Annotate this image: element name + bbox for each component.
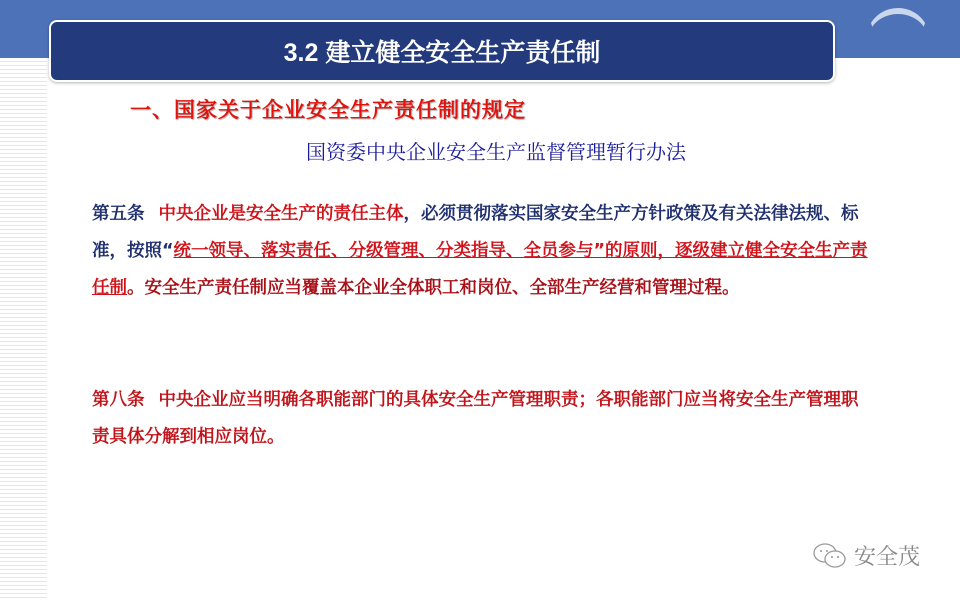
article-5-end: 。安全生产责任制应当覆盖本企业全体职工和岗位、全部生产经营和管理过程。 [127, 278, 740, 298]
article-8-text: 中央企业应当明确各职能部门的具体安全生产管理职责；各职能部门应当将安全生产管理职责具体分解到相应岗位。 [92, 390, 859, 447]
article-5-red: 中央企业是安全生产的责任主体 [158, 204, 404, 224]
article-5-underlined: 统一领导、落实责任、分级管理、分类指导、全员参与”的原则，逐级建立健全安全生产责任制 [92, 241, 868, 298]
article-8-label: 第八条 [92, 390, 145, 410]
section-heading: 一、国家关于企业安全生产责任制的规定 [130, 98, 526, 122]
article-8 [92, 382, 872, 456]
watermark-text: 安全茂 [854, 545, 921, 570]
article-5 [92, 196, 872, 307]
subheading [0, 136, 960, 165]
title-bar [49, 20, 835, 82]
watermark [812, 540, 920, 571]
slide-title: 3.2 建立健全安全生产责任制 [283, 39, 601, 67]
arc-decoration-icon [866, 8, 930, 72]
subheading-text: 国资委中央企业安全生产监督管理暂行办法 [306, 140, 686, 164]
article-5-label: 第五条 [92, 204, 145, 224]
wechat-icon [812, 542, 848, 570]
article-5-normal: ，必须贯彻落实国家安全生产方针政策及有关法律法规、标准，按照“ [92, 204, 859, 261]
